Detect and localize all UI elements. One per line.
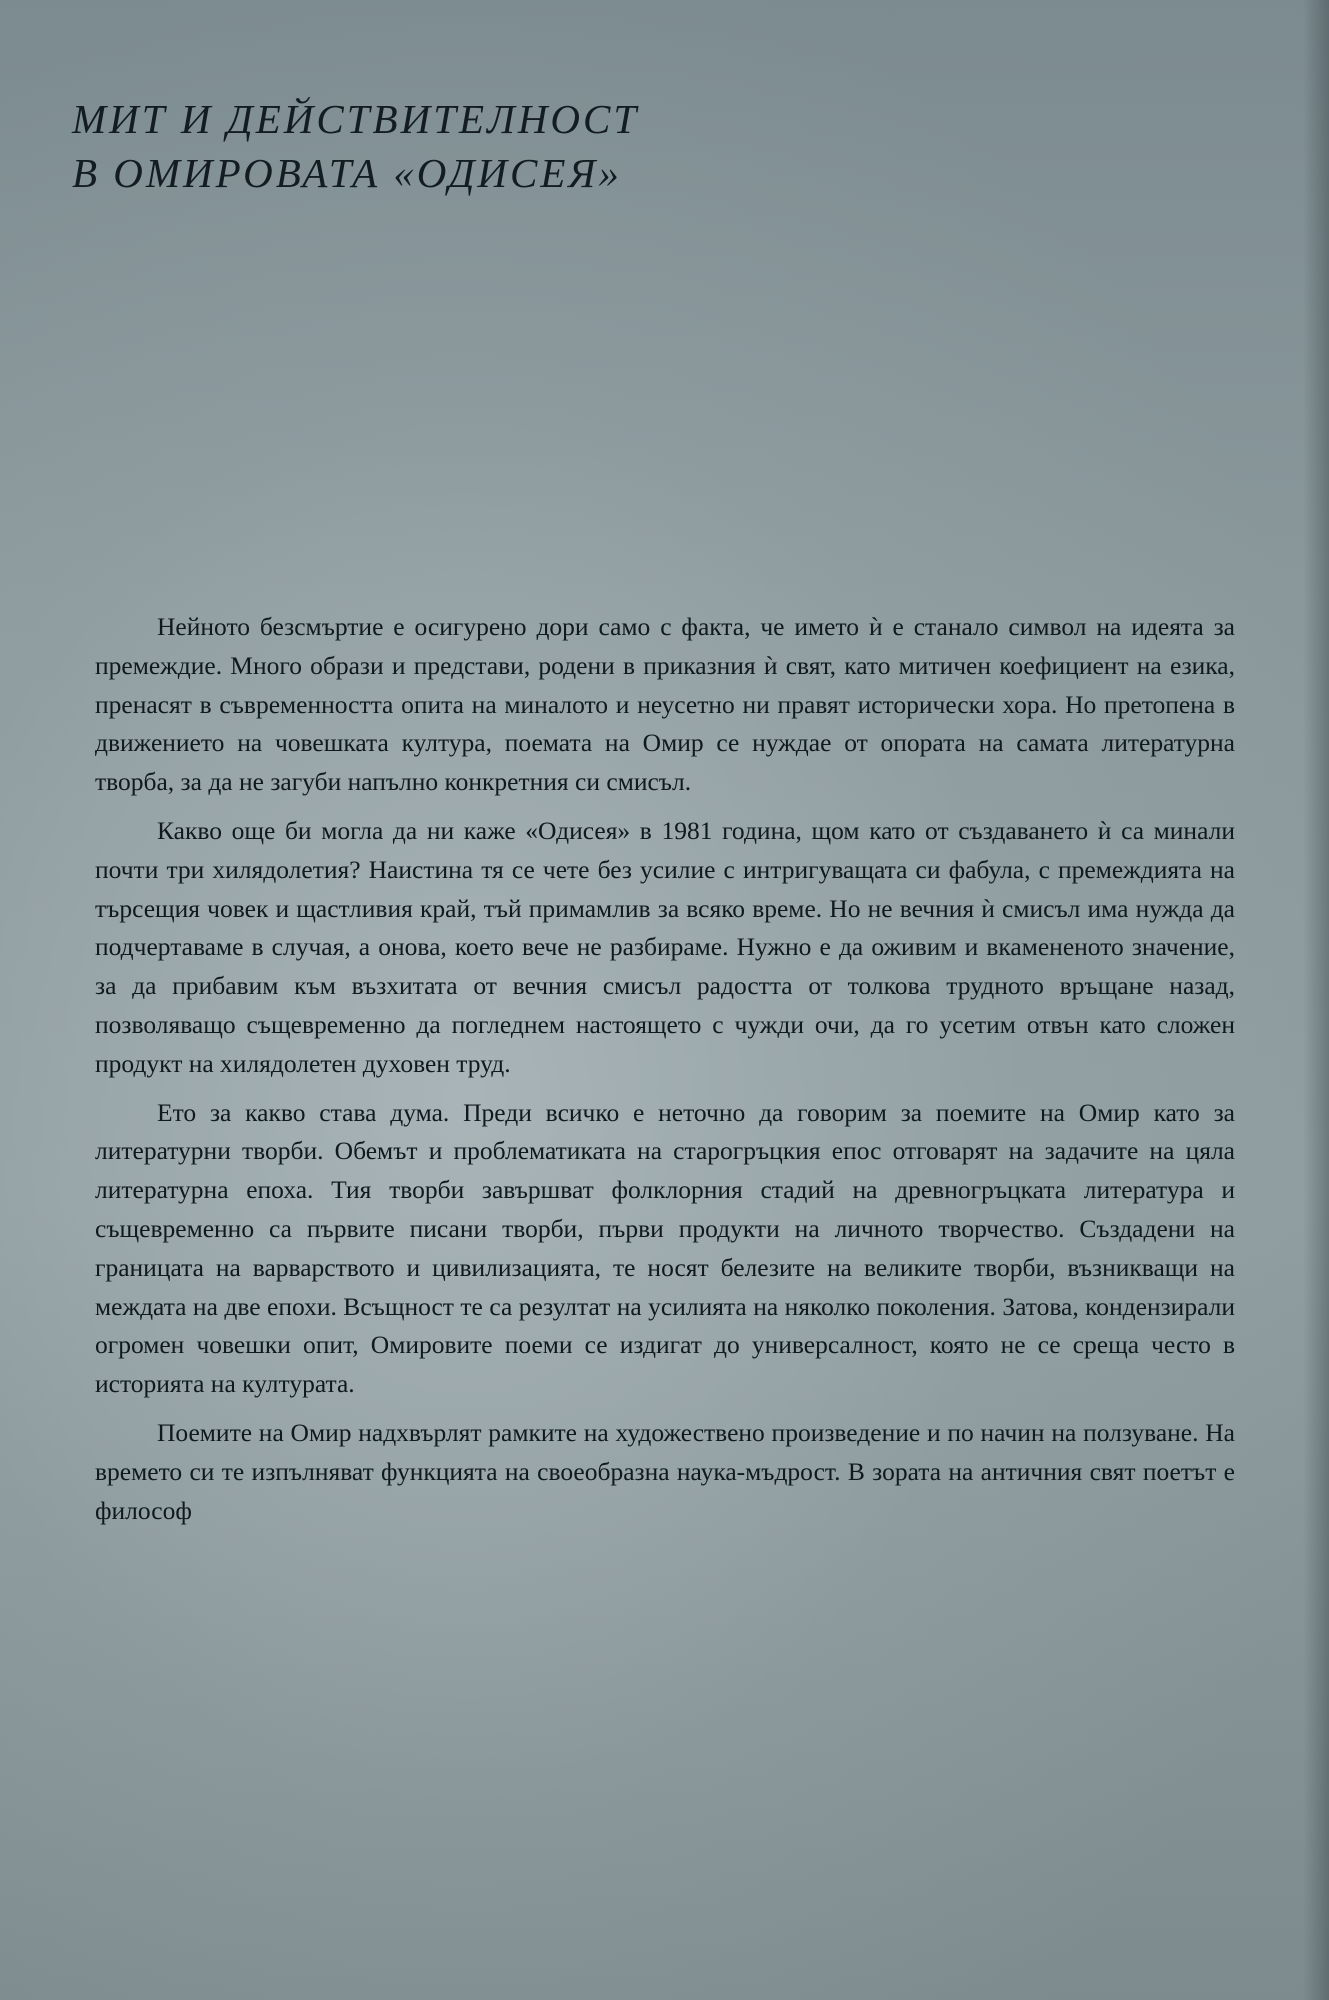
page-edge-shadow bbox=[1303, 0, 1329, 2000]
chapter-title bbox=[72, 92, 639, 200]
chapter-title-line-2: В ОМИРОВАТА «ОДИСЕЯ» bbox=[72, 150, 622, 196]
body-text bbox=[95, 608, 1235, 1540]
paragraph-4: Поемите на Омир надхвърлят рамките на художествено произведение и по начин на ползуване. На времето си те изпълняват функцията на своеобразна наука-мъдрост. В зората на античния свят поетът е философ bbox=[95, 1417, 1235, 1525]
paragraph-1: Нейното безсмъртие е осигурено дори само с факта, че името ѝ е станало символ на идеята за премеждие. Много образи и представи, родени в приказния ѝ свят, като митичен коефициент на езика, пренасят в съвременността опита на миналото и неусетно ни правят исторически хора. Но претопена в движението на човешката култура, поемата на Омир се нуждае от опората на самата литературна творба, за да не загуби напълно конкретния си смисъл. bbox=[95, 612, 1235, 797]
paragraph-2: Какво още би могла да ни каже «Одисея» в 1981 година, щом като от създаването ѝ са минали почти три хилядолетия? Наистина тя се чете без усилие с интригуващата си фабула, с премеждията на търсещия човек и щастливия край, тъй примамлив за всяко време. Но не вечния ѝ смисъл има нужда да подчертаваме в случая, а онова, което вече не разбираме. Нужно е да оживим и вкамененото значение, за да прибавим към възхитата от вечния смисъл радостта от толкова трудното връщане назад, позволяващо същевременно да погледнем настоящето с чужди очи, да го усетим отвън като сложен продукт на хилядолетен духовен труд. bbox=[95, 815, 1235, 1078]
chapter-title-line-1: МИТ И ДЕЙСТВИТЕЛНОСТ bbox=[72, 96, 640, 142]
paragraph-3: Ето за какво става дума. Преди всичко е неточно да говорим за поемите на Омир като за литературни творби. Обемът и проблематиката на старогръцкия епос отговарят на задачите на цяла литературна епоха. Тия творби завършват фолклорния стадий на древногръцката литература и същевременно са първите писани творби, първи продукти на личното творчество. Създадени на границата на варварството и цивилизацията, те носят белезите на великите творби, възникващи на междата на две епохи. Всъщност те са резултат на усилията на няколко поколения. Затова, кондензирали огромен човешки опит, Омировите поеми се издигат до универсалност, която не се среща често в историята на културата. bbox=[95, 1097, 1235, 1399]
